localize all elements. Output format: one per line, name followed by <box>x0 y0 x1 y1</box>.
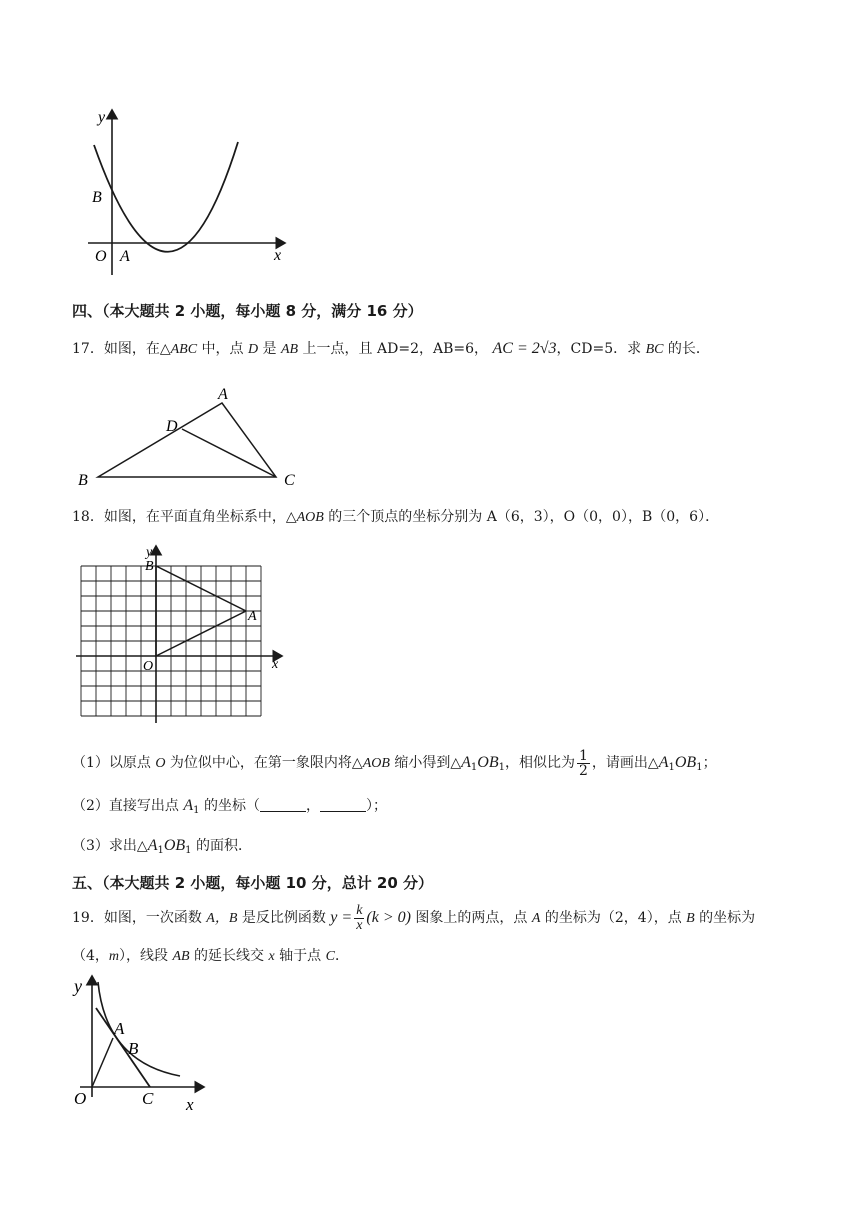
segment-cd <box>182 429 276 477</box>
label-A: A <box>248 609 257 624</box>
q18-part3: （3）求出$\triangle A_1OB_1$ 的面积． <box>72 837 252 856</box>
q19-hyperbola-figure <box>66 972 216 1117</box>
parabola-curve <box>94 142 238 252</box>
q19-text-line1: 19．如图，一次函数 A，B 是反比例函数 y = $\frac{k}{x}$ (k > 0) 图象上的两点，点 A 的坐标为（2，4），点 B 的坐标为 <box>72 902 756 933</box>
label-B: B <box>78 472 88 489</box>
label-x: x <box>186 1095 194 1114</box>
label-O: O <box>95 248 107 265</box>
label-O: O <box>74 1089 87 1108</box>
label-B: B <box>145 559 154 574</box>
label-O: O <box>143 659 154 674</box>
q18-part2: （2）直接写出点 $A_1$ 的坐标（ ， ）； <box>72 797 387 816</box>
label-A: A <box>120 248 130 265</box>
q17-text: 17．如图，在△ABC 中，点 D 是 AB 上一点，且 AD=2，AB=6， AC = 2√3，CD=5．求 BC 的长． <box>72 340 710 357</box>
label-A: A <box>218 386 228 403</box>
label-D: D <box>166 418 178 435</box>
label-x: x <box>274 247 282 264</box>
q18-part1: （1）以原点 O 为位似中心，在第一象限内将△AOB 缩小得到$\triangle A_1OB_1$，相似比为 $\frac{1}{2}$ ，请画出$\triangle A_1OB_1$； <box>72 747 717 779</box>
q18-text: 18．如图，在平面直角坐标系中，△AOB 的三个顶点的坐标分别为 A（6，3），O（0，0），B（0，6）． <box>72 509 720 525</box>
q17-triangle-figure <box>70 383 310 493</box>
parabola-figure <box>80 100 290 280</box>
label-y: y <box>74 976 82 996</box>
triangle-abc <box>98 403 276 477</box>
segment-oa <box>92 1038 113 1087</box>
section-5-heading: 五、（本大题共 2 小题，每小题 10 分，总计 20 分） <box>72 874 434 892</box>
label-x: x <box>272 657 279 672</box>
answer-blank-y[interactable] <box>320 797 366 812</box>
answer-blank-x[interactable] <box>260 797 306 812</box>
label-A: A <box>114 1019 125 1038</box>
label-B: B <box>92 189 102 206</box>
q19-text-line2: （4，m），线段 AB 的延长线交 x 轴于点 C． <box>72 948 349 964</box>
label-B: B <box>128 1039 139 1058</box>
label-y: y <box>146 545 153 560</box>
label-y: y <box>98 109 106 126</box>
label-C: C <box>284 472 295 489</box>
section-4-heading: 四、（本大题共 2 小题，每小题 8 分，满分 16 分） <box>72 302 423 320</box>
grid-lines <box>81 566 261 716</box>
q18-grid-figure <box>74 540 294 725</box>
label-C: C <box>142 1089 154 1108</box>
